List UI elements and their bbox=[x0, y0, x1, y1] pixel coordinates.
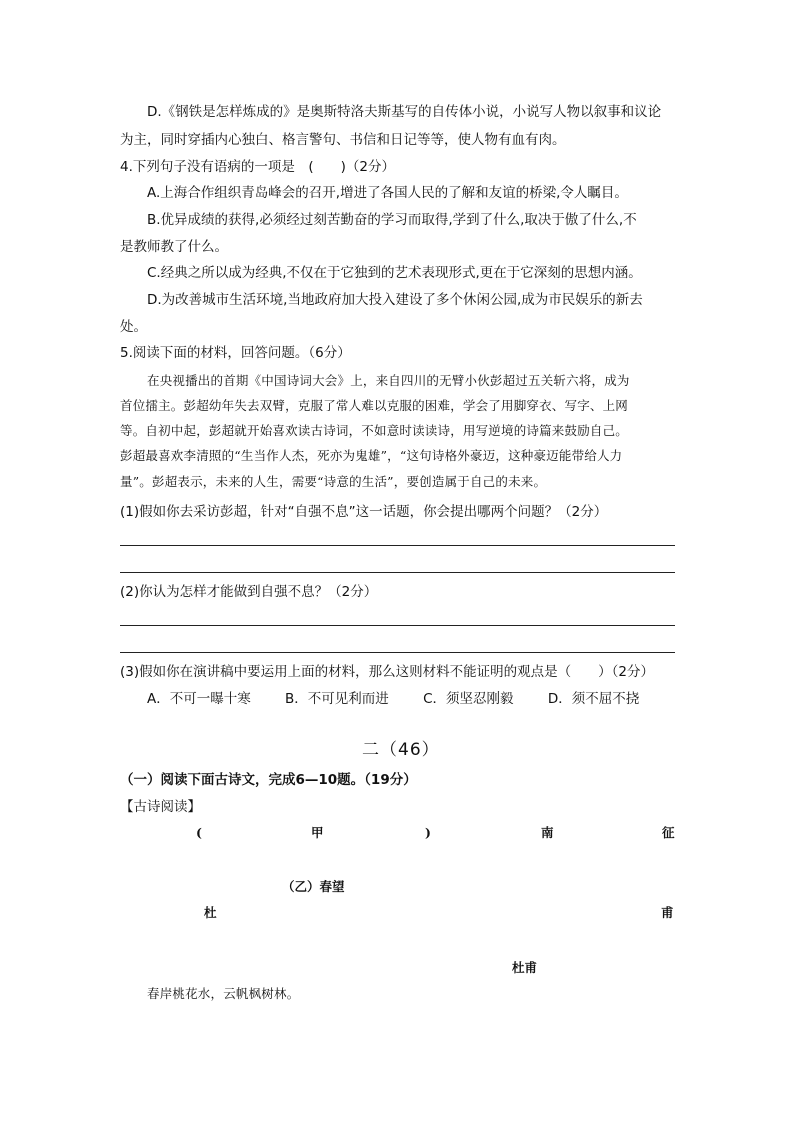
q5-material-line3: 等。自初中起，彭超就开始喜欢读古诗词，不如意时读读诗，用写逆境的诗篇来鼓励自己。 bbox=[120, 423, 629, 438]
q5-options bbox=[147, 689, 669, 709]
answer-line[interactable] bbox=[120, 652, 675, 653]
q5-material-line4: 彭超最喜欢李清照的“生当作人杰，死亦为鬼雄”，“这句诗格外豪迈，这种豪迈能带给人力 bbox=[120, 448, 623, 463]
poem-verse: 春岸桃花水，云帆枫树林。 bbox=[147, 986, 300, 1001]
poem-a-char-1: ( bbox=[196, 825, 202, 840]
q5-option-b[interactable]: B．不可见利而进 bbox=[285, 691, 389, 707]
answer-line[interactable] bbox=[120, 545, 675, 546]
poem-a-char-3: ) bbox=[425, 825, 431, 840]
q5-material-line1: 在央视播出的首期《中国诗词大会》上，来自四川的无臂小伙彭超过五关斩六将，成为 bbox=[147, 373, 630, 388]
ancient-poem-label: 【古诗阅读】 bbox=[120, 799, 201, 815]
q4-option-b-line1: B.优异成绩的获得,必须经过刻苦勤奋的学习而取得,学到了什么,取决于傲了什么,不 bbox=[147, 212, 637, 228]
q4-option-d-line1: D.为改善城市生活环境,当地政府加大投入建设了多个休闲公园,成为市民娱乐的新去 bbox=[147, 292, 643, 308]
poem-author: 杜甫 bbox=[512, 960, 538, 975]
q5-sub2: (2)你认为怎样才能做到自强不息？（2分） bbox=[120, 584, 378, 600]
q4-option-d-line2: 处。 bbox=[120, 319, 147, 335]
author-char-1: 杜 bbox=[204, 905, 217, 920]
q5-sub3: (3)假如你在演讲稿中要运用上面的材料，那么这则材料不能证明的观点是（ ）（2分） bbox=[120, 664, 654, 680]
q5-sub1: (1)假如你去采访彭超，针对“自强不息”这一话题，你会提出哪两个问题？（2分） bbox=[120, 504, 608, 520]
section-title: 二（46） bbox=[362, 740, 440, 760]
q5-option-a[interactable]: A．不可一曝十寒 bbox=[147, 691, 251, 707]
q4-option-c: C.经典之所以成为经典,不仅在于它独到的艺术表现形式,更在于它深刻的思想内涵。 bbox=[147, 265, 642, 281]
q4-option-a: A.上海合作组织青岛峰会的召开,增进了各国人民的了解和友谊的桥梁,令人瞩目。 bbox=[147, 185, 628, 201]
q5-option-c[interactable]: C．须坚忍刚毅 bbox=[423, 691, 514, 707]
q5-stem: 5.阅读下面的材料，回答问题。（6分） bbox=[120, 345, 351, 361]
q5-option-d[interactable]: D．须不屈不挠 bbox=[547, 691, 640, 707]
answer-line[interactable] bbox=[120, 625, 675, 626]
q5-material-line5: 量”。彭超表示，未来的人生，需要“诗意的生活”，要创造属于自己的未来。 bbox=[120, 474, 547, 489]
answer-line[interactable] bbox=[120, 572, 675, 573]
q3-option-d-line1: D.《钢铁是怎样炼成的》是奥斯特洛夫斯基写的自传体小说，小说写人物以叙事和议论 bbox=[147, 104, 662, 120]
q4-stem: 4.下列句子没有语病的一项是 ( )（2分） bbox=[120, 159, 396, 175]
section-part1-heading: （一）阅读下面古诗文，完成6—10题。（19分） bbox=[120, 772, 417, 788]
q5-material-line2: 首位擂主。彭超幼年失去双臂，克服了常人难以克服的困难，学会了用脚穿衣、写字、上网 bbox=[120, 398, 629, 413]
q4-option-b-line2: 是教师教了什么。 bbox=[120, 239, 228, 255]
poem-a-char-2: 甲 bbox=[311, 825, 324, 840]
poem-b-title: （乙）春望 bbox=[282, 879, 345, 894]
poem-a-char-4: 南 bbox=[541, 825, 554, 840]
poem-a-char-5: 征 bbox=[662, 825, 675, 840]
q3-option-d-line2: 为主，同时穿插内心独白、格言警句、书信和日记等等，使人物有血有肉。 bbox=[120, 132, 566, 148]
author-char-2: 甫 bbox=[661, 905, 674, 920]
